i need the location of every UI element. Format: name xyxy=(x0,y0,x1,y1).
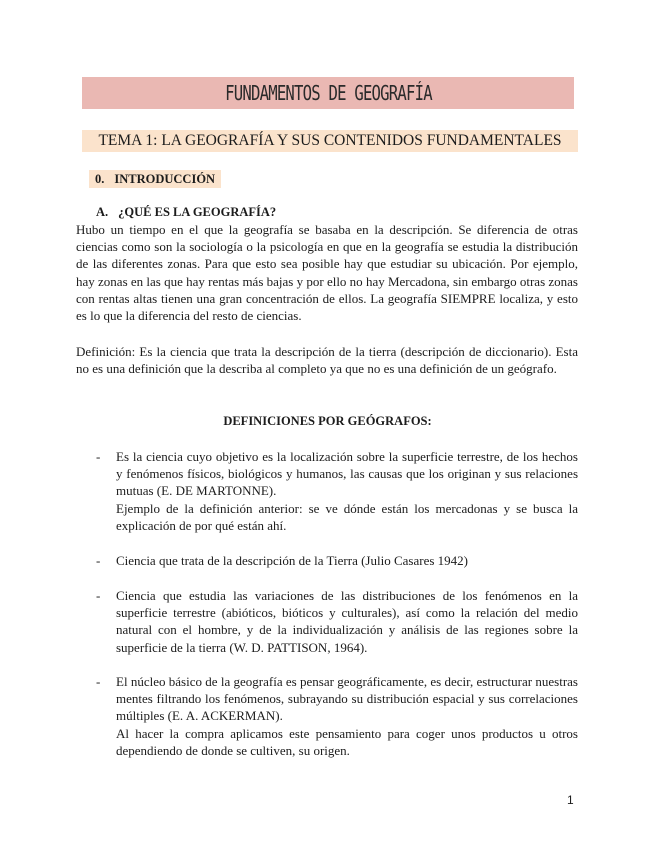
subsection-letter: A. xyxy=(96,205,109,219)
section-label: INTRODUCCIÓN xyxy=(114,172,216,186)
paragraph-definicion: Definición: Es la ciencia que trata la descripción de la tierra (descripción de diccionario). Esta no es una definición que la describa al completo ya que no es una definición de un geógrafo. xyxy=(76,344,578,377)
list-item-body xyxy=(116,552,578,569)
tema-title: TEMA 1: LA GEOGRAFÍA Y SUS CONTENIDOS FUNDAMENTALES xyxy=(98,132,562,149)
section-number: 0. xyxy=(95,172,105,186)
bullet-dash: - xyxy=(96,553,101,568)
list-item-body xyxy=(116,448,578,534)
subsection-heading xyxy=(96,205,276,220)
definition-note: Al hacer la compra aplicamos este pensamiento para coger unos productos u otros dependiendo de donde se cultiven, su origen. xyxy=(116,725,578,758)
definition-text: Ciencia que estudia las variaciones de las distribuciones de los fenómenos en la superficie terrestre (abióticos, bióticos y culturales), así como la relación del medio natural con el hombre, y de la individualización y análisis de las regiones sobre la superficie de la tierra (W. D. PATTISON, 1964). xyxy=(116,588,578,655)
definition-text: El núcleo básico de la geografía es pensar geográficamente, es decir, estructurar nuestras mentes filtrando los fenómenos, subrayando su distribución espacial y sus correlaciones múltiples (E. A. ACKERMAN). xyxy=(116,674,578,724)
bullet-dash: - xyxy=(96,674,101,689)
definition-text: Es la ciencia cuyo objetivo es la localización sobre la superficie terrestre, de los hechos y fenómenos físicos, biológicos y humanos, las causas que los originan y sus relaciones mutuas (E. DE MARTONNE). xyxy=(116,449,578,499)
subsection-label: ¿QUÉ ES LA GEOGRAFÍA? xyxy=(118,205,277,219)
definition-note: Ejemplo de la definición anterior: se ve dónde están los mercadonas y se busca la explicación de por qué están ahí. xyxy=(116,500,578,533)
tema-band xyxy=(82,130,578,152)
section-heading-introduccion xyxy=(89,170,221,188)
definition-text: Ciencia que trata de la descripción de la Tierra (Julio Casares 1942) xyxy=(116,553,468,568)
definitions-heading: DEFINICIONES POR GEÓGRAFOS: xyxy=(223,414,432,428)
list-item-body xyxy=(116,587,578,656)
list-item-body xyxy=(116,673,578,759)
paragraph-intro: Hubo un tiempo en el que la geografía se basaba en la descripción. Se diferencia de otras ciencias como son la sociología o la psicología en que en la geografía se estudia la distribución de las diferentes zonas. Para que esto sea posible hay que estudiar su ubicación. Por ejemplo, hay zonas en las que hay rentas más bajas y por ello no hay Mercadona, sin embargo otras zonas con rentas altas tienen una gran concentración de ellos. La geografía SIEMPRE localiza, y esto es lo que la diferencia del resto de ciencias. xyxy=(76,222,578,324)
page-number: 1 xyxy=(567,793,574,807)
title-band xyxy=(82,77,574,109)
bullet-dash: - xyxy=(96,449,101,464)
document-title: FUNDAMENTOS DE GEOGRAFÍA xyxy=(224,81,432,105)
bullet-dash: - xyxy=(96,588,101,603)
